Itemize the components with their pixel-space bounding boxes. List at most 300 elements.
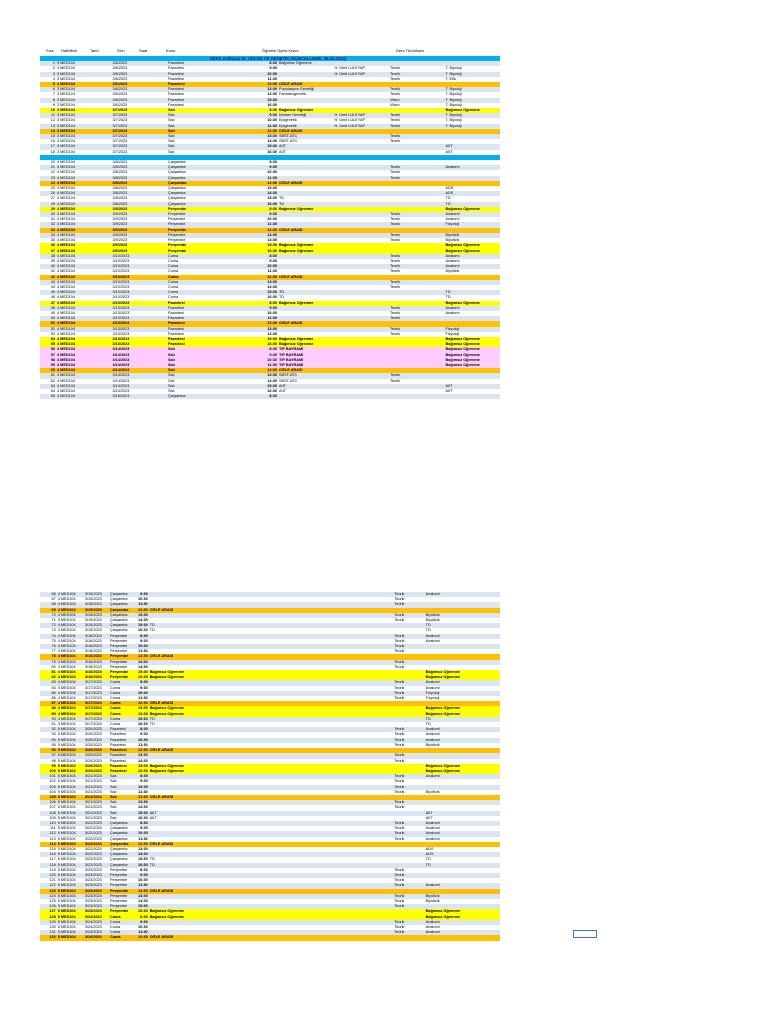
course-code[interactable]: 3 MED104 (57, 139, 75, 144)
lesson-type-cell[interactable]: Teorik (394, 685, 405, 690)
weekday-cell[interactable]: Salı (167, 368, 223, 373)
weekday-cell[interactable]: Salı (109, 811, 132, 816)
course-code[interactable]: 4 MED104 (56, 222, 112, 227)
weekday-cell[interactable]: Perşembe (167, 222, 223, 227)
department-cell[interactable]: Bağımsız Öğrenme (445, 243, 501, 248)
weekday-cell[interactable]: Pazartesi (167, 342, 223, 347)
hour-cell[interactable]: 14:30 (267, 92, 277, 97)
topic-cell[interactable]: Bağımsız Öğrenme (149, 769, 308, 774)
weekday-cell[interactable]: Çarşamba (109, 623, 132, 628)
lesson-type-cell[interactable]: Teorik (389, 373, 445, 378)
hour-cell[interactable]: 12:30 (132, 654, 149, 659)
course-code[interactable]: 5 MED104 (57, 930, 84, 935)
department-cell[interactable]: Bağımsız Öğrenme (445, 301, 501, 306)
department-cell[interactable]: Bağımsız Öğrenme (425, 670, 500, 675)
lecturer-cell[interactable] (308, 935, 394, 940)
date-cell[interactable]: 3/24/2023 (84, 925, 102, 929)
lesson-type-cell[interactable]: Teorik (389, 233, 445, 238)
hour-cell[interactable]: 16:30 (223, 249, 279, 254)
weekday-cell[interactable]: Pazartesi (109, 764, 132, 769)
topic-cell[interactable]: AİİT (149, 811, 308, 816)
weekday-cell[interactable]: Çarşamba (109, 592, 132, 597)
department-cell[interactable]: Biyofizik (425, 894, 500, 899)
hour-cell[interactable]: 10:30 (132, 644, 149, 649)
date-cell[interactable]: 3/13/2023 (112, 321, 168, 326)
row-number[interactable]: 104 (49, 789, 56, 794)
lecturer-cell[interactable]: H. Ümit LÜLEYAP (334, 118, 366, 123)
topic-cell[interactable]: Bağımsız Öğrenme (149, 706, 308, 711)
weekday-cell[interactable]: Çarşamba (168, 170, 186, 175)
row-number[interactable]: 48 (40, 306, 56, 311)
date-cell[interactable]: 3/23/2023 (84, 898, 102, 903)
date-cell[interactable]: 3/21/2023 (84, 795, 109, 800)
hour-cell[interactable]: 8:30 (132, 821, 149, 826)
date-cell[interactable]: 3/16/2023 (84, 670, 109, 675)
hour-cell[interactable]: 11:30 (267, 269, 277, 274)
hour-cell[interactable]: 14:30 (137, 664, 148, 669)
course-code[interactable]: 5 MED104 (57, 935, 84, 940)
weekday-cell[interactable]: Çarşamba (109, 842, 132, 847)
date-cell[interactable]: 3/14/2023 (112, 378, 130, 383)
row-number[interactable]: 67 (51, 597, 56, 602)
department-cell[interactable] (425, 935, 500, 940)
date-cell[interactable]: 3/24/2023 (84, 920, 109, 925)
department-cell[interactable]: Anatomi (425, 738, 500, 743)
course-code[interactable]: 4 MED104 (57, 696, 76, 701)
row-number[interactable]: 91 (51, 722, 56, 727)
course-code[interactable]: 4 MED104 (56, 202, 112, 207)
row-number[interactable]: 25 (50, 186, 55, 191)
row-number[interactable]: 17 (40, 144, 56, 149)
lesson-type-cell[interactable]: Teorik (394, 898, 405, 903)
lesson-type-cell[interactable]: Teorik (390, 118, 401, 123)
row-number[interactable]: 72 (40, 623, 57, 628)
date-cell[interactable]: 3/14/2023 (112, 384, 168, 389)
row-number[interactable]: 117 (49, 857, 56, 862)
date-cell[interactable]: 3/22/2023 (84, 842, 109, 847)
topic-cell[interactable]: Bağımsız Öğrenme (278, 108, 334, 113)
course-code[interactable]: 5 MED104 (57, 863, 84, 868)
lesson-type-cell[interactable]: Teorik (394, 826, 405, 831)
hour-cell[interactable]: 14:30 (223, 191, 279, 196)
hour-cell[interactable]: 9:30 (269, 66, 277, 71)
hour-cell[interactable]: 11:30 (267, 76, 277, 81)
topic-cell[interactable]: Bağımsız Öğrenme (278, 207, 334, 212)
topic-cell[interactable]: TD (149, 863, 308, 868)
course-code[interactable]: 4 MED104 (57, 269, 75, 274)
topic-cell[interactable]: Bağımsız Öğrenme (278, 342, 334, 347)
date-cell[interactable]: 3/13/2023 (112, 310, 130, 315)
course-code[interactable]: 5 MED104 (57, 821, 84, 826)
hour-cell[interactable]: 16:30 (137, 628, 148, 633)
hour-cell[interactable]: 11:30 (223, 363, 279, 368)
date-cell[interactable]: 3/16/2023 (84, 660, 109, 665)
department-cell[interactable]: Anatomi (425, 826, 440, 831)
weekday-cell[interactable]: Perşembe (168, 238, 186, 243)
hour-cell[interactable]: 9:30 (132, 873, 149, 878)
department-cell[interactable]: AİİT (445, 149, 453, 154)
hour-cell[interactable]: 9:30 (223, 353, 279, 358)
row-number[interactable]: 53 (50, 331, 55, 336)
row-number[interactable]: 5 (40, 82, 56, 87)
department-cell[interactable]: Bağımsız Öğrenme (445, 353, 501, 358)
topic-cell[interactable]: ÖĞLE ARASI (149, 608, 308, 613)
row-number[interactable]: 106 (40, 800, 57, 805)
row-number[interactable]: 127 (40, 909, 57, 914)
department-cell[interactable]: AİİT (425, 815, 433, 820)
row-number[interactable]: 131 (40, 930, 57, 935)
date-cell[interactable]: 3/8/2023 (112, 170, 128, 175)
lesson-type-cell[interactable]: Teorik (394, 649, 405, 654)
lesson-type-cell[interactable]: Teorik (394, 867, 405, 872)
course-code[interactable]: 5 MED104 (57, 732, 76, 737)
hour-cell[interactable]: 15:30 (132, 717, 149, 722)
date-cell[interactable]: 3/9/2023 (112, 207, 168, 212)
row-number[interactable]: 75 (51, 638, 56, 643)
date-cell[interactable]: 3/17/2023 (84, 717, 109, 722)
weekday-cell[interactable]: Pazartesi (167, 98, 223, 103)
weekday-cell[interactable]: Çarşamba (109, 863, 132, 868)
weekday-cell[interactable]: Cuma (109, 706, 132, 711)
lesson-type-cell[interactable]: Teorik (393, 691, 424, 696)
weekday-cell[interactable]: Çarşamba (167, 176, 223, 181)
hour-cell[interactable]: 8:30 (223, 394, 279, 399)
lesson-type-cell[interactable]: Teorik (389, 212, 445, 217)
department-cell[interactable]: Anatomi (425, 836, 440, 841)
hour-cell[interactable]: 10:30 (132, 785, 149, 790)
date-cell[interactable]: 3/17/2023 (84, 691, 109, 696)
row-number[interactable]: 15 (40, 134, 56, 139)
topic-cell[interactable]: AİİT (279, 149, 286, 154)
date-cell[interactable]: 3/14/2023 (112, 358, 168, 363)
row-number[interactable]: 120 (40, 873, 57, 878)
hour-cell[interactable]: 10:30 (223, 358, 279, 363)
lesson-type-cell[interactable]: Teorik (390, 331, 401, 336)
topic-cell[interactable]: Epigenetik (278, 124, 334, 129)
date-cell[interactable]: 3/20/2023 (84, 738, 109, 743)
row-number[interactable]: 111 (49, 826, 56, 831)
course-code[interactable]: 4 MED104 (57, 618, 76, 623)
course-code[interactable]: 5 MED104 (57, 883, 84, 888)
topic-cell[interactable]: TD (279, 295, 285, 300)
hour-cell[interactable]: 13:30 (223, 327, 279, 332)
weekday-cell[interactable]: Pazartesi (168, 310, 184, 315)
course-code[interactable]: 4 MED104 (56, 243, 112, 248)
hour-cell[interactable]: 10:30 (267, 170, 277, 175)
weekday-cell[interactable]: Cuma (168, 269, 179, 274)
row-number[interactable]: 44 (50, 284, 55, 289)
hour-cell[interactable]: 11:30 (132, 930, 149, 935)
department-cell[interactable]: AİİT (445, 144, 501, 149)
lesson-type-cell[interactable]: Teorik (393, 873, 424, 878)
date-cell[interactable]: 3/13/2023 (112, 316, 168, 321)
course-code[interactable]: 4 MED104 (56, 176, 112, 181)
topic-cell[interactable]: ÖĞLE ARASI (149, 654, 308, 659)
date-cell[interactable]: 3/9/2023 (112, 233, 168, 238)
row-number[interactable]: 79 (40, 660, 57, 665)
course-code[interactable]: 4 MED104 (56, 165, 112, 170)
row-number[interactable]: 27 (50, 196, 55, 201)
hour-cell[interactable]: 11:30 (223, 176, 279, 181)
lesson-type-cell[interactable]: Teorik (389, 306, 445, 311)
row-number[interactable]: 77 (51, 649, 56, 654)
course-code[interactable]: 5 MED104 (57, 742, 76, 747)
course-code[interactable]: 5 MED104 (57, 920, 84, 925)
row-number[interactable]: 30 (40, 212, 56, 217)
topic-cell[interactable]: Bağımsız Öğrenme (149, 764, 308, 769)
topic-cell[interactable]: SBST-ATC (279, 378, 298, 383)
course-code[interactable]: 4 MED104 (57, 712, 84, 717)
weekday-cell[interactable]: Pazartesi (109, 727, 132, 732)
department-cell[interactable]: ADS (425, 846, 434, 851)
date-cell[interactable]: 3/6/2023 (112, 82, 168, 87)
weekday-cell[interactable]: Pazartesi (167, 61, 223, 66)
row-number[interactable]: 43 (40, 280, 56, 285)
course-code[interactable]: 5 MED104 (57, 769, 84, 774)
course-code[interactable]: 4 MED104 (57, 331, 75, 336)
hour-cell[interactable]: 12:30 (223, 368, 279, 373)
topic-cell[interactable]: ÖĞLE ARASI (278, 321, 334, 326)
lesson-type-cell[interactable]: Teorik (393, 785, 424, 790)
weekday-cell[interactable]: Çarşamba (109, 836, 128, 841)
weekday-cell[interactable]: Salı (168, 388, 175, 393)
row-number[interactable]: 109 (49, 815, 56, 820)
course-code[interactable]: 5 MED104 (57, 904, 84, 909)
course-code[interactable]: 4 MED104 (57, 660, 84, 665)
lesson-type-cell[interactable]: Teorik (394, 789, 405, 794)
course-code[interactable]: 4 MED104 (56, 358, 112, 363)
hour-cell[interactable]: 8:30 (269, 160, 277, 165)
lesson-type-cell[interactable]: Teorik (393, 753, 424, 758)
hour-cell[interactable]: 12:30 (223, 129, 279, 134)
hour-cell[interactable]: 15:30 (223, 98, 279, 103)
lesson-type-cell[interactable] (389, 394, 445, 399)
row-number[interactable]: 92 (40, 727, 57, 732)
hour-cell[interactable]: 10:30 (223, 72, 279, 77)
department-cell[interactable]: Bağımsız Öğrenme (445, 108, 501, 113)
weekday-cell[interactable]: Pazartesi (167, 72, 223, 77)
row-number[interactable]: 94 (40, 738, 57, 743)
lecturer-cell[interactable]: H. Ümit LÜLEYAP (334, 124, 390, 129)
weekday-cell[interactable]: Çarşamba (109, 618, 128, 623)
row-number[interactable]: 60 (40, 368, 56, 373)
row-number[interactable]: 63 (40, 384, 56, 389)
date-cell[interactable]: 3/10/2023 (112, 269, 130, 274)
weekday-cell[interactable]: Salı (167, 134, 223, 139)
department-cell[interactable]: TD (425, 722, 431, 727)
topic-cell[interactable]: AİİT (279, 388, 286, 393)
department-cell[interactable]: TD (445, 196, 451, 201)
row-number[interactable]: 88 (40, 706, 57, 711)
hour-cell[interactable]: 15:30 (132, 811, 149, 816)
weekday-cell[interactable]: Perşembe (109, 675, 132, 680)
department-cell[interactable]: T. Biyoloji (445, 98, 501, 103)
date-cell[interactable]: 3/8/2023 (112, 202, 168, 207)
hour-cell[interactable]: 16:30 (132, 675, 149, 680)
date-cell[interactable]: 3/17/2023 (84, 706, 109, 711)
course-code[interactable]: 5 MED104 (57, 811, 84, 816)
hour-cell[interactable]: 8:30 (223, 347, 279, 352)
weekday-cell[interactable]: Perşembe (167, 228, 223, 233)
topic-cell[interactable]: ÖĞLE ARASI (278, 129, 334, 134)
course-code[interactable]: 5 MED104 (57, 764, 84, 769)
row-number[interactable]: 112 (40, 831, 57, 836)
weekday-cell[interactable]: Çarşamba (109, 613, 132, 618)
date-cell[interactable]: 3/7/2023 (112, 108, 168, 113)
lesson-type-cell[interactable]: Teorik (394, 742, 405, 747)
date-cell[interactable]: 3/9/2023 (112, 222, 168, 227)
course-code[interactable]: 4 MED104 (57, 170, 75, 175)
weekday-cell[interactable]: Cuma (109, 696, 121, 701)
date-cell[interactable]: 3/20/2023 (84, 769, 109, 774)
weekday-cell[interactable]: Pazartesi (109, 732, 126, 737)
course-code[interactable]: 5 MED104 (57, 789, 76, 794)
course-code[interactable]: 4 MED104 (57, 160, 75, 165)
course-code[interactable]: 3 MED104 (57, 149, 75, 154)
department-cell[interactable]: AİİT (445, 384, 501, 389)
row-number[interactable]: 128 (40, 915, 57, 920)
weekday-cell[interactable]: Perşembe (109, 670, 132, 675)
lesson-type-cell[interactable]: Teorik (393, 602, 424, 607)
date-cell[interactable]: 3/22/2023 (84, 852, 109, 857)
date-cell[interactable]: 3/7/2023 (112, 129, 168, 134)
row-number[interactable]: 2 (52, 66, 55, 71)
course-code[interactable]: 4 MED104 (56, 316, 112, 321)
weekday-cell[interactable]: Perşembe (109, 909, 132, 914)
course-code[interactable]: 3 MED104 (56, 61, 112, 66)
hour-cell[interactable]: 8:30 (132, 680, 149, 685)
date-cell[interactable]: 3/14/2023 (112, 347, 168, 352)
lesson-type-cell[interactable]: Teorik (394, 618, 405, 623)
hour-cell[interactable]: 14:30 (267, 139, 277, 144)
weekday-cell[interactable]: Perşembe (109, 889, 132, 894)
topic-cell[interactable]: TD (149, 623, 308, 628)
topic-cell[interactable]: ÖĞLE ARASI (278, 368, 334, 373)
lesson-type-cell[interactable]: Teorik (393, 613, 424, 618)
row-number[interactable]: 132 (40, 935, 57, 940)
hour-cell[interactable]: 13:30 (223, 280, 279, 285)
date-cell[interactable]: 3/8/2023 (112, 160, 128, 165)
date-cell[interactable]: 3/21/2023 (84, 779, 102, 784)
course-code[interactable]: 5 MED104 (57, 857, 76, 862)
department-cell[interactable]: T. Biyoloji (445, 92, 462, 97)
date-cell[interactable]: 3/23/2023 (84, 889, 109, 894)
lesson-type-cell[interactable]: Teorik (390, 310, 401, 315)
row-number[interactable]: 66 (40, 592, 57, 597)
weekday-cell[interactable]: Cuma (109, 925, 121, 929)
lecturer-cell[interactable]: H. Ümit LÜLEYAP (334, 72, 390, 77)
lesson-type-cell[interactable]: Teorik (393, 894, 424, 899)
department-cell[interactable]: Anatomi (425, 883, 500, 888)
date-cell[interactable]: 3/20/2023 (84, 764, 109, 769)
department-cell[interactable]: Bağımsız Öğrenme (445, 337, 501, 342)
row-number[interactable]: 4 (52, 76, 55, 81)
row-number[interactable]: 130 (49, 925, 56, 929)
row-number[interactable]: 95 (51, 742, 56, 747)
date-cell[interactable]: 3/6/2023 (112, 66, 128, 71)
row-number[interactable]: 119 (49, 867, 56, 872)
hour-cell[interactable]: 9:30 (269, 258, 277, 263)
hour-cell[interactable]: 9:30 (140, 685, 148, 690)
weekday-cell[interactable]: Salı (109, 805, 117, 810)
hour-cell[interactable]: 13:30 (132, 753, 149, 758)
weekday-cell[interactable]: Salı (168, 139, 175, 144)
course-code[interactable]: 5 MED104 (57, 738, 84, 743)
row-number[interactable]: 73 (51, 628, 56, 633)
course-code[interactable]: 4 MED104 (57, 675, 84, 680)
row-number[interactable]: 33 (40, 228, 56, 233)
row-number[interactable]: 93 (51, 732, 56, 737)
hour-cell[interactable]: 13:30 (267, 186, 277, 191)
lesson-type-cell[interactable]: Teorik (390, 170, 401, 175)
course-code[interactable]: 5 MED104 (57, 898, 76, 903)
course-code[interactable]: 4 MED104 (57, 628, 76, 633)
lesson-type-cell[interactable]: Teorik (393, 821, 424, 826)
hour-cell[interactable]: 14:30 (267, 238, 277, 243)
hour-cell[interactable]: 16:30 (267, 295, 277, 300)
course-code[interactable]: 4 MED104 (56, 394, 112, 399)
hour-cell[interactable]: 8:30 (140, 867, 148, 872)
department-cell[interactable]: Bağımsız Öğrenme (425, 769, 500, 774)
course-code[interactable]: 5 MED104 (57, 925, 76, 929)
weekday-cell[interactable]: Pazartesi (168, 92, 184, 97)
lecturer-cell[interactable] (334, 394, 390, 399)
course-code[interactable]: 5 MED104 (57, 852, 84, 857)
hour-cell[interactable]: 9:30 (223, 113, 279, 118)
department-cell[interactable]: T. Biyoloji (445, 66, 462, 71)
hour-cell[interactable]: 16:30 (137, 815, 148, 820)
department-cell[interactable]: Anatomi (445, 310, 460, 315)
lesson-type-cell[interactable]: Teorik (390, 258, 401, 263)
course-code[interactable]: 4 MED104 (57, 638, 76, 643)
hour-cell[interactable]: 12:30 (132, 701, 149, 706)
department-cell[interactable]: Bağımsız Öğrenme (425, 764, 500, 769)
weekday-cell[interactable]: Cuma (109, 717, 132, 722)
weekday-cell[interactable]: Perşembe (167, 212, 223, 217)
lesson-type-cell[interactable]: Teorik (394, 836, 405, 841)
row-number[interactable]: 36 (40, 243, 56, 248)
weekday-cell[interactable]: Salı (167, 353, 223, 358)
row-number[interactable]: 7 (52, 92, 55, 97)
lesson-type-cell[interactable]: Teorik (394, 805, 405, 810)
hour-cell[interactable]: 10:30 (267, 310, 277, 315)
department-cell[interactable]: Fizyoloji (445, 331, 460, 336)
topic-cell[interactable]: Bağımsız Öğrenme (278, 301, 334, 306)
hour-cell[interactable]: 10:30 (137, 925, 148, 929)
lesson-type-cell[interactable]: Teorik (389, 113, 445, 118)
course-code[interactable]: 4 MED104 (57, 295, 75, 300)
hour-cell[interactable]: 9:30 (140, 638, 148, 643)
hour-cell[interactable]: 11:30 (223, 316, 279, 321)
lesson-type-cell[interactable]: Teorik (390, 76, 401, 81)
course-code[interactable]: 4 MED104 (56, 306, 112, 311)
lesson-type-cell[interactable]: Teorik (389, 264, 445, 269)
row-number[interactable]: 41 (50, 269, 55, 274)
hour-cell[interactable]: 15:30 (223, 337, 279, 342)
weekday-cell[interactable]: Perşembe (109, 878, 128, 883)
hour-cell[interactable]: 15:30 (132, 623, 149, 628)
row-number[interactable]: 129 (40, 920, 57, 925)
hour-cell[interactable]: 8:30 (132, 634, 149, 639)
topic-cell[interactable]: Bağımsız Öğrenme (278, 61, 334, 66)
course-code[interactable]: 4 MED104 (56, 290, 112, 295)
weekday-cell[interactable]: Salı (167, 363, 223, 368)
date-cell[interactable]: 3/22/2023 (84, 863, 109, 868)
lesson-type-cell[interactable]: Teorik (393, 644, 424, 649)
course-code[interactable]: 4 MED104 (57, 613, 84, 618)
department-cell[interactable]: Anatomi (425, 821, 500, 826)
weekday-cell[interactable]: Cuma (109, 920, 132, 925)
